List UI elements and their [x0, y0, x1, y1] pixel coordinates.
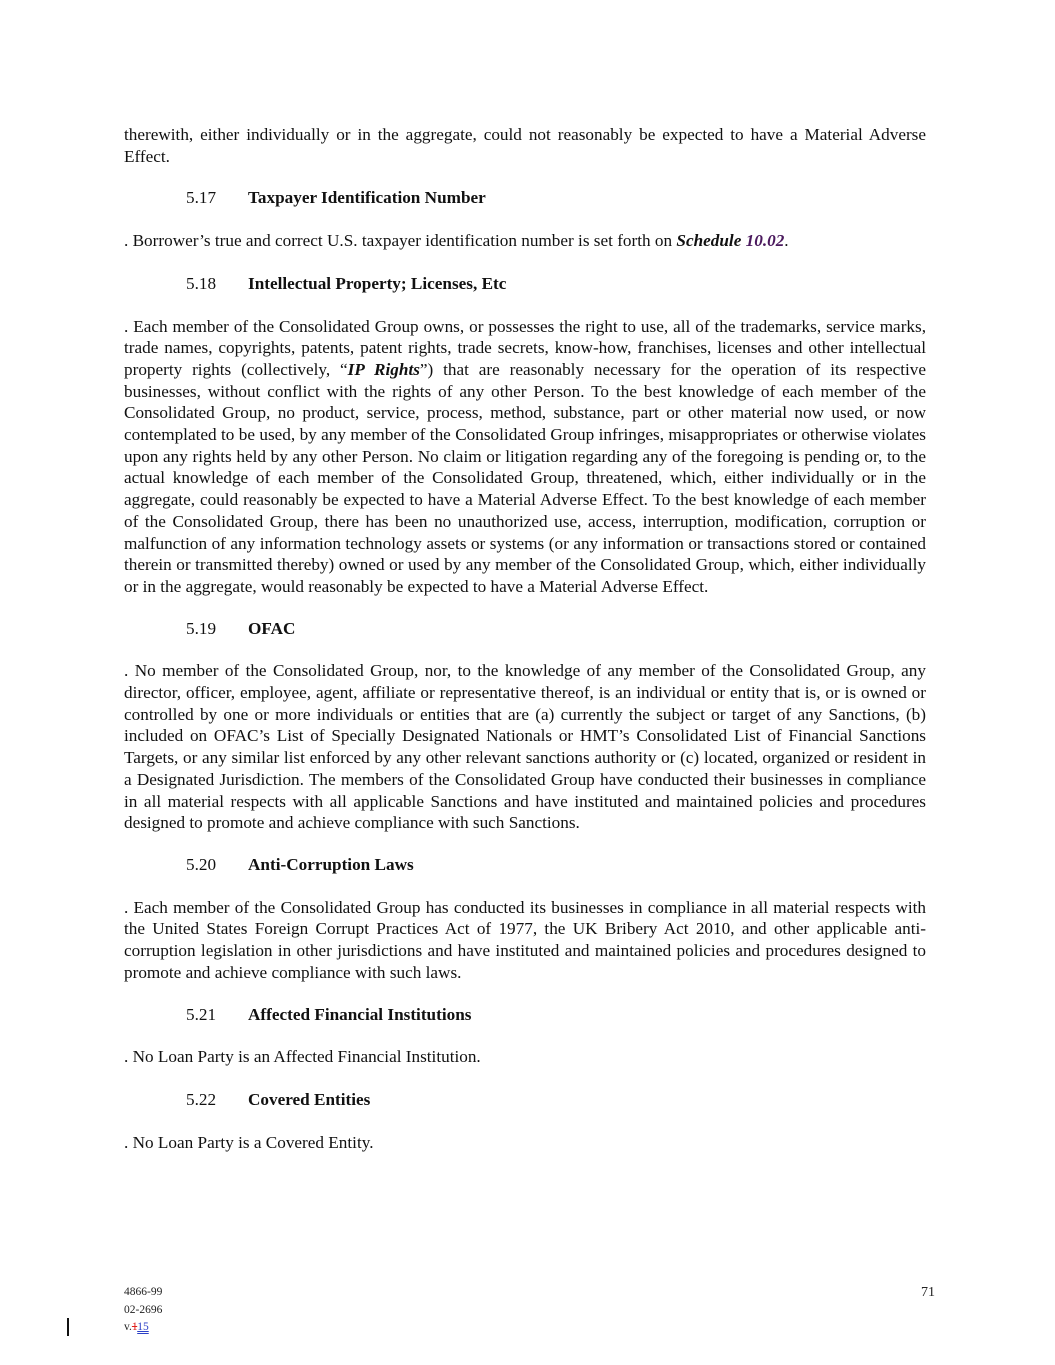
section-heading-5-22: [124, 1089, 926, 1111]
section-title: Affected Financial Institutions: [248, 1004, 472, 1024]
version-inserted: 15: [137, 1321, 149, 1333]
section-body-5-19: . No member of the Consolidated Group, nor, to the knowledge of any member of the Consolidated Group, any director, officer, employee, agent, affiliate or representative thereof, is an individual or entity that is, or is owned or controlled by one or more individuals or entities that are (a) currently the subject or target of any Sanctions, (b) included on OFAC’s List of Specially Designated Nationals or HMT’s Consolidated List of Financial Sanctions Targets, or any similar list enforced by any other relevant sanctions authority or (c) located, organized or resident in a Designated Jurisdiction. The members of the Consolidated Group have conducted their businesses in compliance in all material respects with all applicable Sanctions and have instituted and maintained policies and procedures designed to promote and achieve compliance with such Sanctions.: [124, 661, 926, 833]
section-title: Intellectual Property; Licenses, Etc: [248, 273, 507, 293]
body-text-end: .: [784, 231, 789, 251]
revision-change-bar: [67, 1318, 69, 1336]
section-number: 5.20: [186, 854, 217, 874]
intro-paragraph: therewith, either individually or in the aggregate, could not reasonably be expected to have a Material Adverse Effect.: [124, 125, 926, 166]
section-heading-5-19: [124, 618, 926, 640]
body-text: . Each member of the Consolidated Group owns, or possesses the right to use, all of the trademarks, service marks, trade names, copyrights, patents, patent rights, trade secrets, know-how, franchises, licenses and other intellectual property rights (collectively, “: [124, 316, 926, 379]
section-title: OFAC: [248, 618, 296, 638]
body-text-end: ”) that are reasonably necessary for the operation of its respective businesses, without conflict with the rights of any other Person. To the best knowledge of each member of the Consolidated Group, no product, service, process, method, substance, part or other material now used, or now contemplated to be used, by any member of the Consolidated Group infringes, misappropriates or otherwise violates upon any rights held by any other Person. No claim or litigation regarding any of the foregoing is pending or, to the actual knowledge of each member of the Consolidated Group, threatened, which, either individually or in the aggregate, could reasonably be expected to have a Material Adverse Effect. To the best knowledge of each member of the Consolidated Group, there has been no unauthorized use, access, interruption, modification, corruption or malfunction of any information technology assets or systems (or any information or transactions stored or contained therein or transmitted thereby) owned or used by any member of the Consolidated Group, which, either individually or in the aggregate, would reasonably be expected to have a Material Adverse Effect.: [124, 359, 926, 596]
version-line: [124, 1319, 162, 1337]
section-heading-5-21: [124, 1004, 926, 1026]
schedule-label: Schedule: [676, 231, 742, 251]
defined-term: IP Rights: [347, 359, 420, 379]
section-body-5-17: [124, 230, 926, 252]
document-page: [124, 124, 926, 1153]
doc-id-line-1: 4866-99: [124, 1286, 163, 1298]
version-prefix: v.: [124, 1321, 132, 1333]
footer-document-id: [124, 1284, 162, 1337]
version-deleted: 1: [131, 1321, 138, 1333]
section-number: 5.18: [186, 273, 217, 293]
doc-id-line-2: 02-2696: [124, 1303, 163, 1316]
section-heading-5-17: [124, 187, 926, 209]
schedule-number-link[interactable]: 10.02: [745, 231, 785, 251]
section-body-5-18: [124, 316, 926, 598]
body-text: . Borrower’s true and correct U.S. taxpayer identification number is set forth on: [124, 231, 677, 251]
section-number: 5.21: [186, 1004, 217, 1024]
section-number: 5.17: [186, 188, 217, 208]
section-title: Anti-Corruption Laws: [248, 854, 414, 874]
section-number: 5.19: [186, 618, 217, 638]
section-body-5-22: . No Loan Party is a Covered Entity.: [124, 1132, 374, 1152]
section-number: 5.22: [186, 1089, 217, 1109]
section-title: Taxpayer Identification Number: [248, 188, 486, 208]
section-body-5-21: . No Loan Party is an Affected Financial Institution.: [124, 1047, 481, 1067]
schedule-reference[interactable]: [676, 231, 784, 250]
section-heading-5-20: [124, 854, 926, 876]
section-heading-5-18: [124, 273, 926, 295]
section-body-5-20: . Each member of the Consolidated Group has conducted its businesses in compliance in all material respects with the United States Foreign Corrupt Practices Act of 1977, the UK Bribery Act 2010, and other applicable anti-corruption legislation in other jurisdictions and have instituted and maintained policies and procedures designed to promote and achieve compliance with such laws.: [124, 897, 926, 982]
page-number: 71: [921, 1285, 935, 1300]
section-title: Covered Entities: [248, 1089, 371, 1109]
